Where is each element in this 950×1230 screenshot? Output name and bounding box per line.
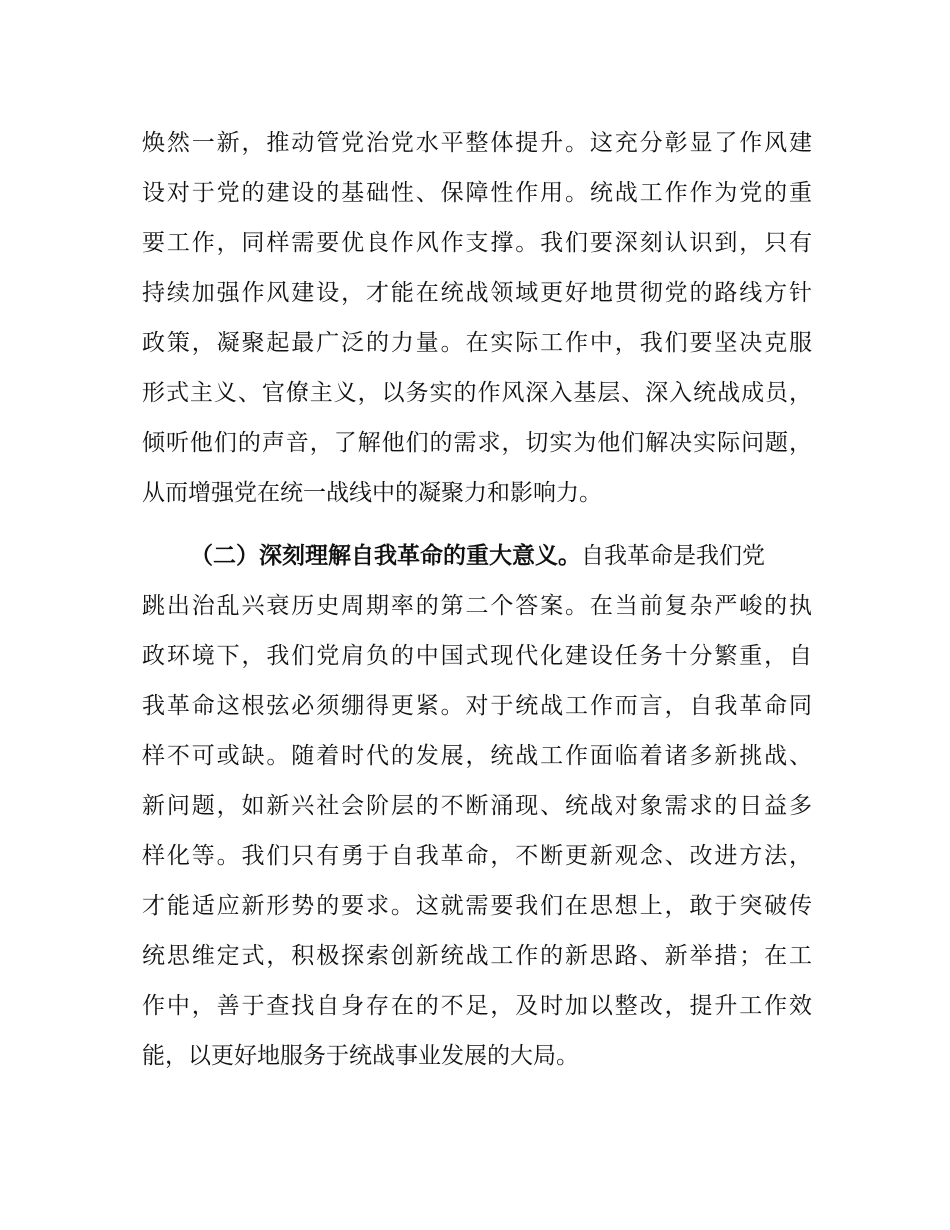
paragraph-2-line-6: 新问题，如新兴社会阶层的不断涌现、统战对象需求的日益多 <box>142 793 812 819</box>
paragraph-2-line-9: 统思维定式，积极探索创新统战工作的新思路、新举措；在工 <box>142 943 812 969</box>
paragraph-1-line-2: 设对于党的建设的基础性、保障性作用。统战工作作为党的重 <box>142 180 812 206</box>
paragraph-2-line-8: 才能适应新形势的要求。这就需要我们在思想上，敢于突破传 <box>142 893 812 919</box>
paragraph-2-line-2: 跳出治乱兴衰历史周期率的第二个答案。在当前复杂严峻的执 <box>142 593 812 619</box>
paragraph-2-line-4: 我革命这根弦必须绷得更紧。对于统战工作而言，自我革命同 <box>142 693 812 719</box>
section-heading: （二）深刻理解自我革命的重大意义。 <box>190 543 581 569</box>
paragraph-2-line-5: 样不可或缺。随着时代的发展，统战工作面临着诸多新挑战、 <box>142 743 812 769</box>
paragraph-1-line-8: 从而增强党在统一战线中的凝聚力和影响力。 <box>142 480 602 506</box>
paragraph-1-line-4: 持续加强作风建设，才能在统战领域更好地贯彻党的路线方针 <box>142 280 812 306</box>
paragraph-1-line-7: 倾听他们的声音，了解他们的需求，切实为他们解决实际问题， <box>142 430 812 456</box>
paragraph-2-line-10: 作中，善于查找自身存在的不足，及时加以整改，提升工作效 <box>142 993 812 1019</box>
paragraph-2-first-line-text: 自我革命是我们党 <box>581 543 765 569</box>
paragraph-2-first-line <box>190 536 812 576</box>
paragraph-1-line-3: 要工作，同样需要优良作风作支撑。我们要深刻认识到，只有 <box>142 230 812 256</box>
paragraph-1-line-6: 形式主义、官僚主义，以务实的作风深入基层、深入统战成员， <box>142 380 812 406</box>
paragraph-2-line-3: 政环境下，我们党肩负的中国式现代化建设任务十分繁重，自 <box>142 643 812 669</box>
paragraph-1-line-1: 焕然一新，推动管党治党水平整体提升。这充分彰显了作风建 <box>142 130 812 156</box>
paragraph-2-line-11: 能，以更好地服务于统战事业发展的大局。 <box>142 1043 579 1069</box>
paragraph-2-line-7: 样化等。我们只有勇于自我革命，不断更新观念、改进方法， <box>142 843 812 869</box>
paragraph-1-line-5: 政策，凝聚起最广泛的力量。在实际工作中，我们要坚决克服 <box>142 330 812 356</box>
